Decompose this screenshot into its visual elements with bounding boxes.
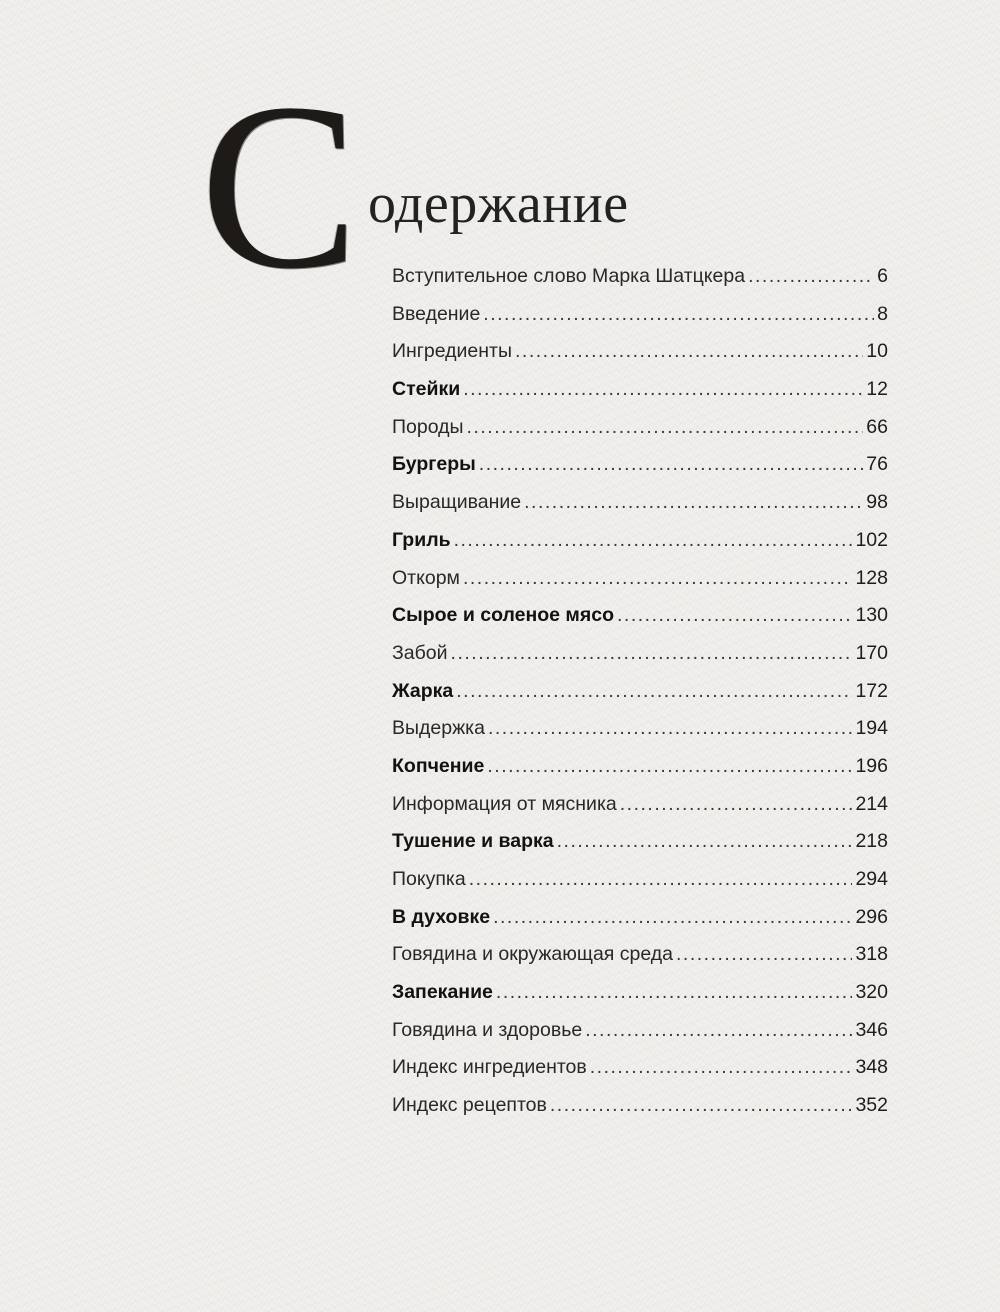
toc-entry-page-number: 172 bbox=[855, 679, 888, 702]
toc-entry-page-number: 348 bbox=[855, 1056, 888, 1079]
dot-leader bbox=[524, 484, 863, 522]
toc-entry[interactable] bbox=[392, 446, 888, 484]
toc-entry-page-number: 10 bbox=[866, 340, 888, 363]
toc-entry[interactable] bbox=[392, 786, 888, 824]
dot-leader bbox=[467, 409, 864, 447]
toc-entry[interactable] bbox=[392, 936, 888, 974]
toc-entry-page-number: 6 bbox=[877, 265, 888, 287]
toc-entry-label: Породы bbox=[392, 415, 464, 438]
toc-entry-label: Вступительное слово Марка Шатцкера bbox=[392, 265, 746, 287]
dot-leader bbox=[487, 748, 852, 786]
toc-entry-label: Гриль bbox=[392, 528, 451, 551]
dot-leader bbox=[469, 861, 853, 899]
toc-entry-label: Тушение и варка bbox=[392, 830, 554, 853]
toc-entry[interactable] bbox=[392, 1049, 888, 1087]
dot-leader bbox=[748, 258, 874, 296]
toc-entry-page-number: 8 bbox=[877, 302, 888, 325]
toc-entry[interactable] bbox=[392, 597, 888, 635]
toc-entry[interactable] bbox=[392, 673, 888, 711]
toc-entry[interactable] bbox=[392, 333, 888, 371]
toc-entry-page-number: 296 bbox=[855, 905, 888, 928]
toc-entry-page-number: 214 bbox=[855, 792, 888, 815]
toc-entry-page-number: 318 bbox=[855, 943, 888, 966]
toc-entry-page-number: 98 bbox=[866, 491, 888, 514]
toc-entry-page-number: 294 bbox=[855, 868, 888, 890]
toc-entry-page-number: 130 bbox=[855, 604, 888, 627]
toc-entry-page-number: 346 bbox=[855, 1018, 888, 1041]
toc-entry-label: Бургеры bbox=[392, 453, 476, 476]
toc-entry[interactable] bbox=[392, 1012, 888, 1050]
dot-leader bbox=[590, 1049, 853, 1087]
dot-leader bbox=[550, 1087, 853, 1125]
toc-entry-page-number: 170 bbox=[855, 641, 888, 664]
dot-leader bbox=[488, 710, 853, 748]
dot-leader bbox=[454, 522, 853, 560]
toc-entry-label: Покупка bbox=[392, 868, 466, 890]
toc-entry-label: Индекс рецептов bbox=[392, 1094, 547, 1117]
dot-leader bbox=[463, 560, 853, 598]
toc-entry-label: Говядина и здоровье bbox=[392, 1018, 583, 1041]
toc-entry[interactable] bbox=[392, 823, 888, 861]
toc-entry-label: Ингредиенты bbox=[392, 340, 512, 363]
dot-leader bbox=[451, 635, 853, 673]
toc-entry-label: Копчение bbox=[392, 754, 485, 777]
toc-entry-label: Информация от мясника bbox=[392, 792, 617, 815]
dot-leader bbox=[676, 936, 852, 974]
toc-entry-page-number: 194 bbox=[855, 717, 888, 740]
toc-entry-page-number: 196 bbox=[855, 754, 888, 777]
toc-entry-page-number: 66 bbox=[866, 415, 888, 438]
dot-leader bbox=[557, 823, 853, 861]
toc-entry[interactable] bbox=[392, 748, 888, 786]
toc-entry-label: Говядина и окружающая среда bbox=[392, 943, 673, 966]
toc-entry[interactable] bbox=[392, 1087, 888, 1125]
dot-leader bbox=[483, 296, 874, 334]
toc-entry[interactable] bbox=[392, 899, 888, 937]
title-drop-cap: С bbox=[200, 55, 359, 318]
toc-entry-page-number: 102 bbox=[855, 528, 888, 551]
toc-entry-label: Индекс ингредиентов bbox=[392, 1056, 587, 1079]
toc-entry-label: В духовке bbox=[392, 905, 491, 928]
dot-leader bbox=[456, 673, 852, 711]
toc-entry-page-number: 12 bbox=[866, 378, 888, 401]
toc-entry[interactable] bbox=[392, 409, 888, 447]
toc-entry-label: Стейки bbox=[392, 378, 461, 401]
toc-entry-page-number: 218 bbox=[855, 830, 888, 853]
dot-leader bbox=[493, 899, 852, 937]
toc-entry[interactable] bbox=[392, 296, 888, 334]
toc-entry[interactable] bbox=[392, 710, 888, 748]
dot-leader bbox=[617, 597, 852, 635]
toc-entry-label: Введение bbox=[392, 302, 481, 325]
toc-entry-page-number: 320 bbox=[855, 981, 888, 1004]
toc-entry-page-number: 352 bbox=[855, 1094, 888, 1117]
table-of-contents bbox=[392, 258, 888, 1125]
toc-entry-page-number: 76 bbox=[866, 453, 888, 476]
toc-entry-label: Откорм bbox=[392, 566, 460, 589]
toc-entry-label: Жарка bbox=[392, 679, 454, 702]
toc-entry[interactable] bbox=[392, 974, 888, 1012]
toc-entry-label: Забой bbox=[392, 641, 448, 664]
toc-entry[interactable] bbox=[392, 861, 888, 899]
toc-entry[interactable] bbox=[392, 635, 888, 673]
toc-entry-label: Запекание bbox=[392, 981, 493, 1004]
toc-entry[interactable] bbox=[392, 371, 888, 409]
dot-leader bbox=[515, 333, 863, 371]
dot-leader bbox=[463, 371, 863, 409]
toc-entry[interactable] bbox=[392, 484, 888, 522]
dot-leader bbox=[479, 446, 864, 484]
dot-leader bbox=[585, 1012, 852, 1050]
toc-entry-label: Выдержка bbox=[392, 717, 485, 740]
title-text: одержание bbox=[368, 173, 629, 235]
toc-entry-label: Выращивание bbox=[392, 491, 522, 514]
toc-entry-page-number: 128 bbox=[855, 566, 888, 589]
toc-entry[interactable] bbox=[392, 560, 888, 598]
dot-leader bbox=[620, 786, 853, 824]
toc-entry-label: Сырое и соленое мясо bbox=[392, 604, 614, 627]
toc-entry[interactable] bbox=[392, 522, 888, 560]
dot-leader bbox=[496, 974, 853, 1012]
toc-entry[interactable] bbox=[392, 258, 888, 296]
